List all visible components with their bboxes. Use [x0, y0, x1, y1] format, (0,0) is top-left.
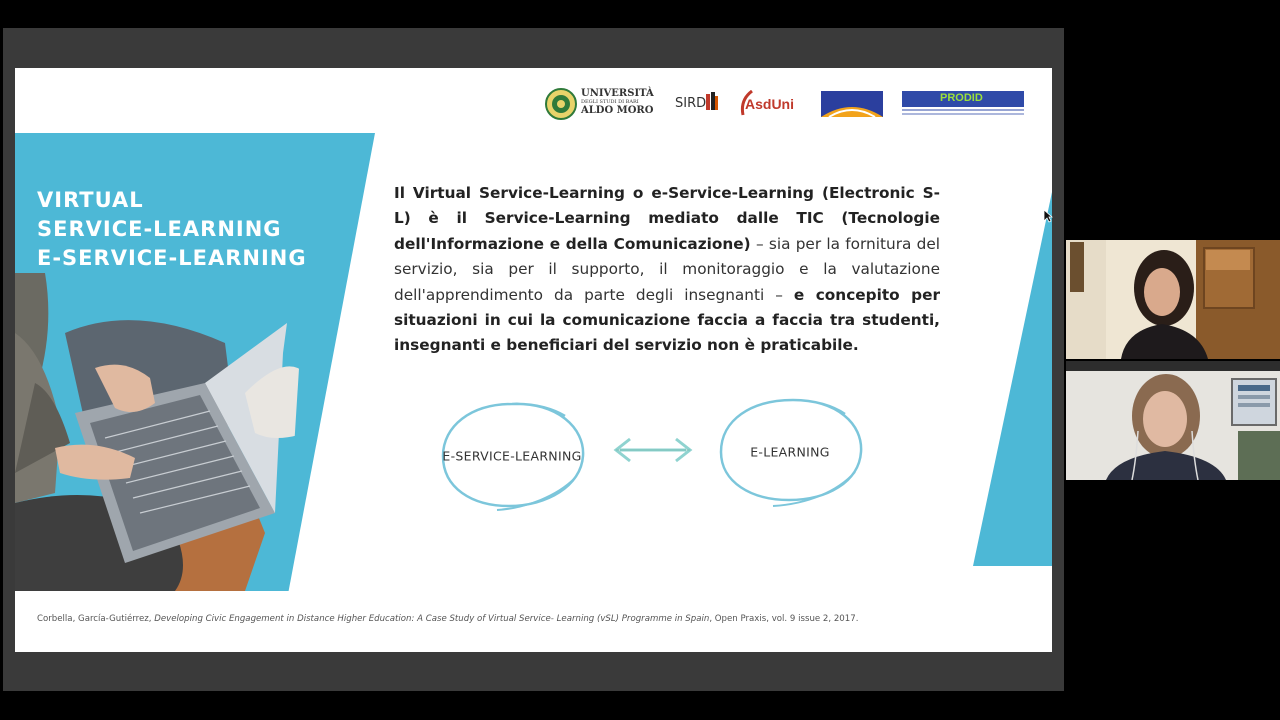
sird-text: SIRD	[675, 96, 707, 111]
slide-citation	[37, 614, 858, 624]
bidirectional-arrow-icon	[612, 436, 694, 469]
laptop-photo	[15, 273, 305, 591]
citation-source: , Open Praxis, vol. 9 issue 2, 2017.	[709, 614, 859, 624]
partner-logos	[545, 88, 1025, 120]
uniba-line-2: DEGLI STUDI DI BARI	[581, 99, 639, 105]
prodid-logo	[902, 91, 1024, 117]
citation-authors: Corbella, García-Gutiérrez,	[37, 614, 155, 624]
participant-video-1[interactable]	[1066, 240, 1280, 359]
title-line-3: E-SERVICE-LEARNING	[37, 246, 307, 270]
title-line-2: SERVICE-LEARNING	[37, 217, 282, 241]
uniba-line-3: ALDO MORO	[581, 105, 654, 116]
body-bold-2: e concepito per situazioni in cui la comunicazione faccia a faccia tra studenti, insegnanti e beneficiari del servizio non è praticabile.	[394, 285, 940, 355]
presentation-slide	[15, 68, 1052, 652]
eservice-learning-node	[437, 398, 587, 513]
prodid-partner-logo	[821, 91, 883, 117]
elearning-label: E-LEARNING	[750, 444, 830, 460]
body-bold-1: Il Virtual Service-Learning o e-Service-Learning (Electronic S-L) è il Service-Learning mediato dalle TIC (Tecnologie dell'Informazione e della Comunicazione)	[394, 184, 940, 253]
citation-title: Developing Civic Engagement in Distance Higher Education: A Case Study of Virtual Service- Learning (vSL) Programme in Spain	[154, 614, 710, 624]
body-normal-1: – sia per la fornitura del servizio, sia per il supporto, il monitoraggio e la valutazione dell'apprendimento da parte degli insegnanti –	[394, 234, 940, 304]
uniba-logo	[545, 88, 653, 122]
sird-logo	[675, 94, 721, 118]
asduni-text: AsdUni	[745, 96, 794, 112]
elearning-node	[715, 394, 865, 510]
uniba-line-1: UNIVERSITÀ	[581, 88, 654, 99]
title-line-1: VIRTUAL	[37, 188, 144, 212]
prodid-text: PRODID	[940, 92, 983, 104]
slide-title	[37, 186, 307, 273]
participant-video-2[interactable]	[1066, 361, 1280, 480]
right-accent-stripe	[973, 192, 1052, 566]
eservice-learning-label: E-SERVICE-LEARNING	[442, 448, 582, 463]
asduni-logo	[740, 90, 802, 120]
slide-body-text	[394, 181, 940, 359]
mouse-cursor-icon	[1043, 209, 1053, 228]
